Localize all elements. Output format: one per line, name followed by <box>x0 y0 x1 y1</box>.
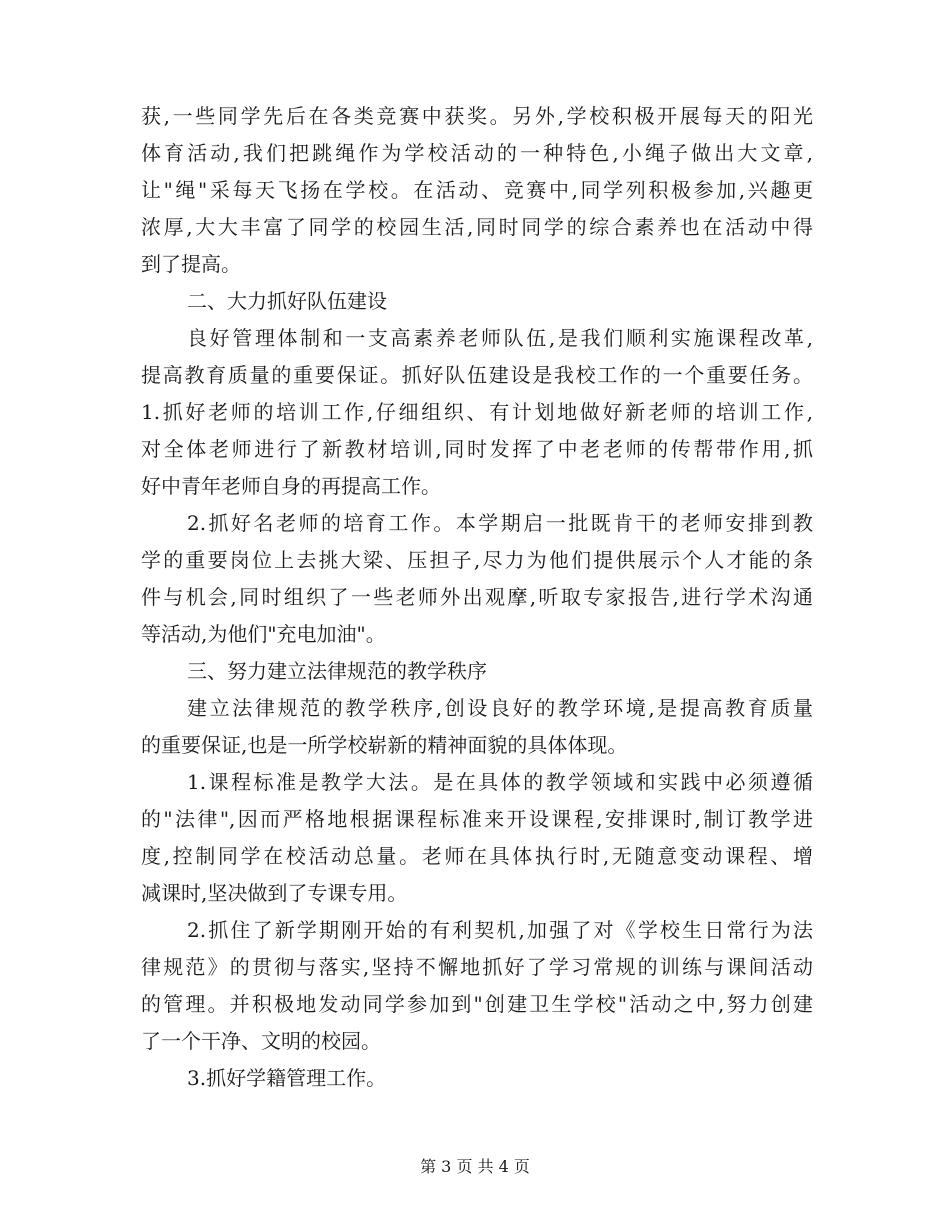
text-line <box>141 727 813 764</box>
text-line-content: 了一个干净、文明的校园。 <box>141 1029 381 1053</box>
text-line-content: 的"法律",因而严格地根据课程标准来开设课程,安排课时,制订教学进 <box>141 807 813 831</box>
text-line <box>141 616 813 653</box>
text-line-content: 二、大力抓好队伍建设 <box>187 289 387 313</box>
text-line <box>141 875 813 912</box>
text-line-content: 的管理。并积极地发动同学参加到"创建卫生学校"活动之中,努力创建 <box>141 992 813 1016</box>
text-line <box>141 1060 813 1097</box>
text-line-content: 1.课程标准是教学大法。是在具体的教学领域和实践中必须遵循 <box>187 770 813 794</box>
document-body <box>141 98 813 1097</box>
text-line-content: 好中青年老师自身的再提高工作。 <box>141 474 441 498</box>
text-line <box>141 653 813 690</box>
text-line <box>141 468 813 505</box>
text-line-content: 度,控制同学在校活动总量。老师在具体执行时,无随意变动课程、增 <box>141 844 813 868</box>
text-line-content: 学的重要岗位上去挑大梁、压担子,尽力为他们提供展示个人才能的条 <box>141 548 813 572</box>
text-line-content: 让"绳"采每天飞扬在学校。在活动、竞赛中,同学列积极参加,兴趣更 <box>141 178 813 202</box>
text-line-content: 减课时,坚决做到了专课专用。 <box>141 881 408 905</box>
text-line-content: 浓厚,大大丰富了同学的校园生活,同时同学的综合素养也在活动中得 <box>141 215 813 239</box>
text-line <box>141 690 813 727</box>
text-line <box>141 394 813 431</box>
text-line <box>141 986 813 1023</box>
text-line-content: 到了提高。 <box>141 252 241 276</box>
text-line <box>141 912 813 949</box>
text-line-content: 3.抓好学籍管理工作。 <box>187 1066 387 1090</box>
text-line <box>141 209 813 246</box>
text-line <box>141 542 813 579</box>
text-line-content: 的重要保证,也是一所学校崭新的精神面貌的具体体现。 <box>141 733 628 757</box>
text-line <box>141 98 813 135</box>
text-line-content: 获,一些同学先后在各类竞赛中获奖。另外,学校积极开展每天的阳光 <box>141 104 813 128</box>
text-line <box>141 949 813 986</box>
text-line <box>141 838 813 875</box>
text-line-content: 体育活动,我们把跳绳作为学校活动的一种特色,小绳子做出大文章, <box>141 141 813 165</box>
text-line-content: 件与机会,同时组织了一些老师外出观摩,听取专家报告,进行学术沟通 <box>141 585 813 609</box>
text-line <box>141 801 813 838</box>
text-line <box>141 579 813 616</box>
text-line <box>141 431 813 468</box>
page-number-footer: 第 3 页 共 4 页 <box>420 1157 530 1176</box>
text-line-content: 律规范》的贯彻与落实,坚持不懈地抓好了学习常规的训练与课间活动 <box>141 955 813 979</box>
text-line-content: 2.抓好名老师的培育工作。本学期启一批既肯干的老师安排到教 <box>187 511 813 535</box>
text-line <box>141 135 813 172</box>
text-line <box>141 320 813 357</box>
text-line <box>141 357 813 394</box>
text-line-content: 1.抓好老师的培训工作,仔细组织、有计划地做好新老师的培训工作, <box>141 400 813 424</box>
text-line <box>141 283 813 320</box>
text-line <box>141 246 813 283</box>
text-line-content: 提高教育质量的重要保证。抓好队伍建设是我校工作的一个重要任务。 <box>141 363 813 387</box>
text-line <box>141 764 813 801</box>
text-line <box>141 172 813 209</box>
text-line-content: 等活动,为他们"充电加油"。 <box>141 622 386 646</box>
text-line <box>141 1023 813 1060</box>
text-line-content: 良好管理体制和一支高素养老师队伍,是我们顺利实施课程改革, <box>187 326 813 350</box>
text-line <box>141 505 813 542</box>
text-line-content: 三、努力建立法律规范的教学秩序 <box>187 659 487 683</box>
text-line-content: 2.抓住了新学期刚开始的有利契机,加强了对《学校生日常行为法 <box>187 918 813 942</box>
text-line-content: 建立法律规范的教学秩序,创设良好的教学环境,是提高教育质量 <box>187 696 813 720</box>
text-line-content: 对全体老师进行了新教材培训,同时发挥了中老老师的传帮带作用,抓 <box>141 437 813 461</box>
